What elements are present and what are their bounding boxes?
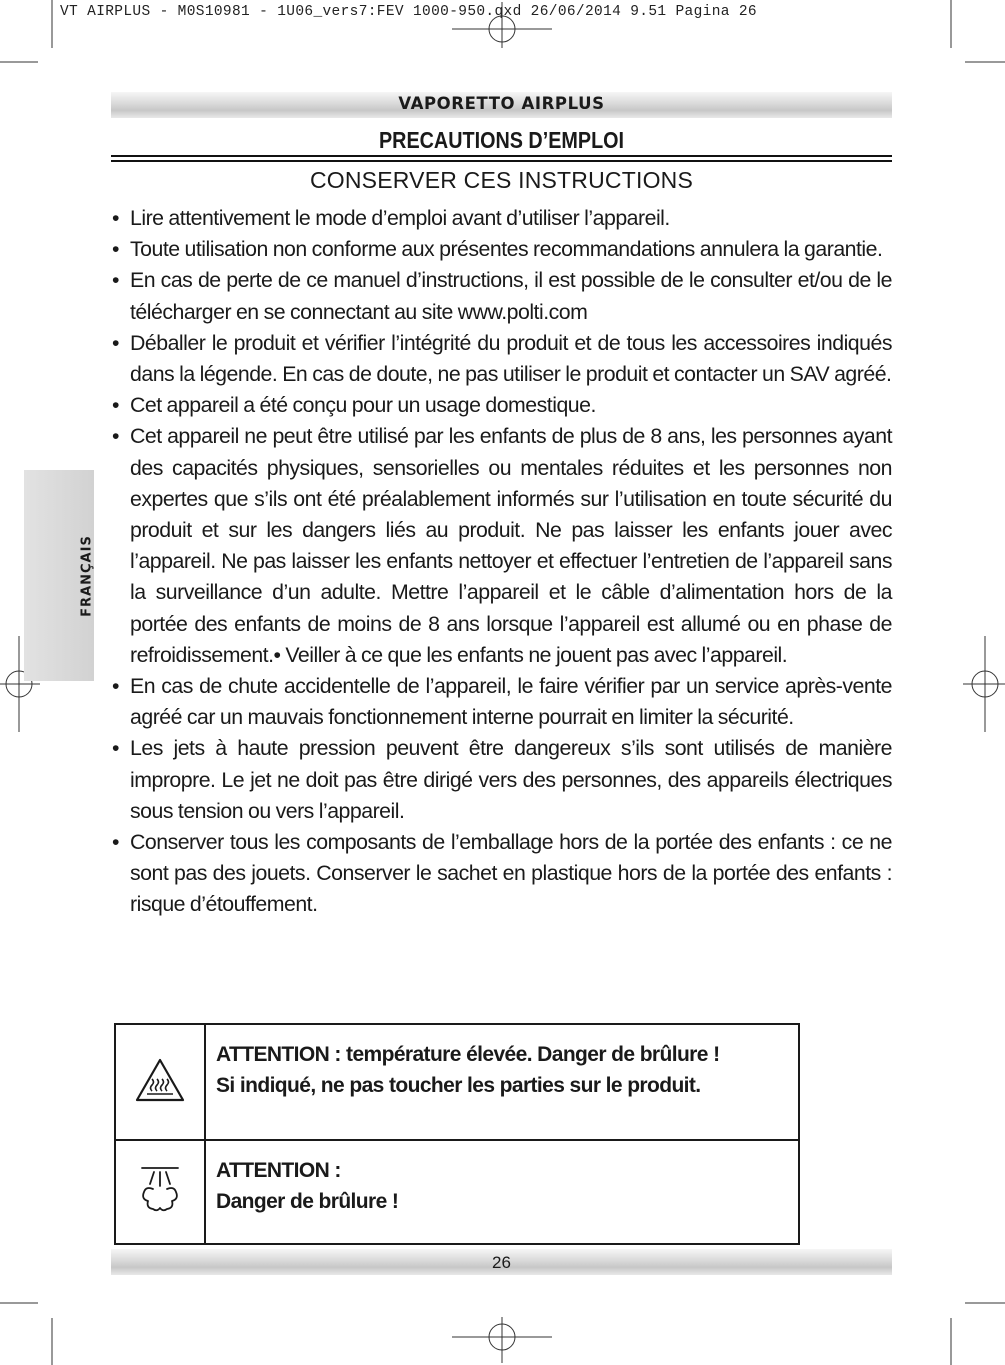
instruction-item: • En cas de chute accidentelle de l’appareil, le faire vérifier par un service après-vente agréé car un mauvais fonctionnement interne pourrait en limiter la sécurité. (112, 671, 892, 733)
warning-row (115, 1140, 799, 1244)
instruction-item: • Cet appareil ne peut être utilisé par les enfants de plus de 8 ans, les personnes ayant des capacités physiques, sensorielles ou mentales réduites et les personnes non expertes que s’ils ont été préalablement informés sur l’utilisation en toute sécurité du produit et sur les dangers liés au produit. Ne pas laisser les enfants jouer avec l’appareil. Ne pas laisser les enfants nettoyer et effectuer l’entretien de l’appareil sans la surveillance d’un adulte. Mettre l’appareil et le câble d’alimentation hors de la portée des enfants de moins de 8 ans lorsque l’appareil est allumé ou en phase de refroidissement.• Veiller à ce que les enfants ne jouent pas avec l’appareil. (112, 421, 892, 671)
instruction-list (112, 203, 892, 921)
header-band (111, 92, 892, 118)
instruction-item: • En cas de perte de ce manuel d’instructions, il est possible de le consulter et/ou de le télécharger en se connectant au site www.polti.com (112, 265, 892, 327)
warning-line: Danger de brûlure ! (216, 1190, 399, 1213)
warning-icon-cell (115, 1024, 205, 1140)
warning-text-cell (205, 1140, 799, 1244)
warning-line: Si indiqué, ne pas toucher les parties sur le produit. (216, 1074, 701, 1097)
footer-band (111, 1249, 892, 1275)
registration-mark-top (452, 2, 552, 48)
product-name: VAPORETTO AIRPLUS (398, 94, 605, 113)
section-title: PRECAUTIONS D’EMPLOI (378, 127, 625, 153)
warning-row (115, 1024, 799, 1140)
page-number: 26 (492, 1253, 511, 1272)
instruction-item: • Les jets à haute pression peuvent être dangereux s’ils sont utilisés de manière impropre. Le jet ne doit pas être dirigé vers des personnes, des appareils électriques sous tension ou vers l’appareil. (112, 733, 892, 827)
instruction-item: • Cet appareil a été conçu pour un usage domestique. (112, 390, 892, 421)
warning-icon-cell (115, 1140, 205, 1244)
registration-mark-right (963, 636, 1005, 732)
warning-line: ATTENTION : (216, 1159, 341, 1182)
warning-text-cell (205, 1024, 799, 1140)
title-rule (111, 160, 892, 162)
hot-surface-warning-icon (134, 1057, 186, 1103)
section-subtitle: CONSERVER CES INSTRUCTIONS (309, 167, 694, 193)
steam-burn-icon (134, 1162, 186, 1218)
warning-line: ATTENTION : température élevée. Danger de brûlure ! (216, 1043, 720, 1066)
registration-mark-bottom (452, 1317, 552, 1363)
instruction-item: • Lire attentivement le mode d’emploi avant d’utiliser l’appareil. (112, 203, 892, 234)
warning-table (114, 1023, 800, 1245)
print-slug: VT AIRPLUS - M0S10981 - 1U06_vers7:FEV 1000-950.qxd 26/06/2014 9.51 Pagina 26 (60, 4, 757, 20)
title-rule (111, 155, 892, 157)
instruction-item: • Conserver tous les composants de l’emballage hors de la portée des enfants : ce ne sont pas des jouets. Conserver le sachet en plastique hors de la portée des enfants : risque d’étouffement. (112, 827, 892, 921)
language-tab-label: FRANÇAIS (79, 535, 95, 617)
instruction-item: • Déballer le produit et vérifier l’intégrité du produit et de tous les accessoires indiqués dans la légende. En cas de doute, ne pas utiliser le produit et contacter un SAV agréé. (112, 328, 892, 390)
instruction-item: • Toute utilisation non conforme aux présentes recommandations annulera la garantie. (112, 234, 892, 265)
